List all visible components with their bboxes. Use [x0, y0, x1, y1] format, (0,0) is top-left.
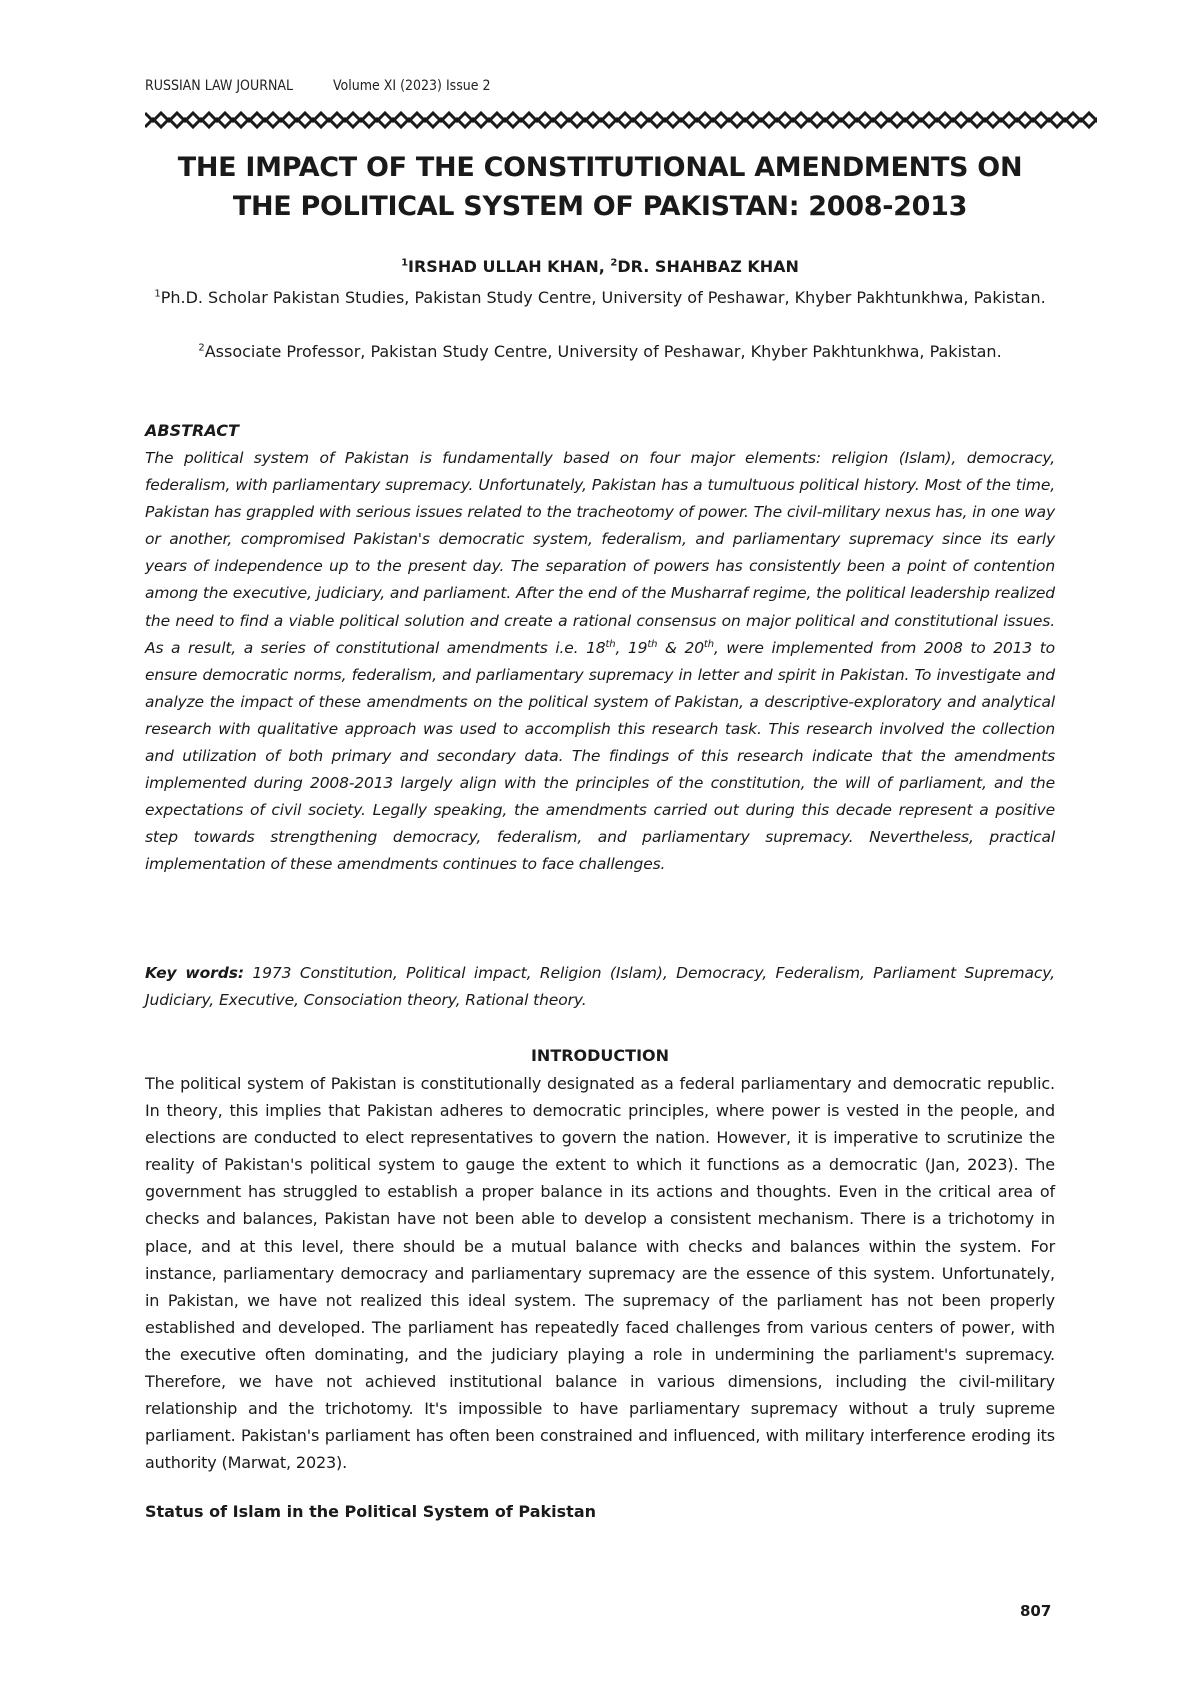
- author-1-mark: 1: [401, 257, 409, 269]
- abstract-heading: ABSTRACT: [145, 421, 239, 440]
- affiliation-2: [145, 338, 1055, 365]
- title-line-1: THE IMPACT OF THE CONSTITUTIONAL AMENDMENTS ON: [177, 152, 1023, 183]
- author-2-mark: 2: [610, 257, 618, 269]
- introduction-heading: INTRODUCTION: [530, 1046, 670, 1065]
- affiliation-1: [145, 284, 1055, 311]
- abstract-text-4: , were implemented from 2008 to 2013 to ensure democratic norms, federalism, and parliamentary supremacy in letter and spirit in Pakistan. To investigate and analyze the impact of these amendments on the political system of Pakistan, a descriptive-exploratory and analytical research with qualitative approach was used to accomplish this research task. This research involved the collection and utilization of both primary and secondary data. The findings of this research indicate that the amendments implemented during 2008-2013 largely align with the principles of the constitution, the will of parliament, and the expectations of civil society. Legally speaking, the amendments carried out during this decade represent a positive step towards strengthening democracy, federalism, and parliamentary supremacy. Nevertheless, practical implementation of these amendments continues to face challenges.: [145, 638, 1055, 874]
- author-2-name: DR. SHAHBAZ KHAN: [617, 257, 799, 276]
- affiliation-2-text: Associate Professor, Pakistan Study Centre, University of Peshawar, Khyber Pakhtunkhwa, Pakistan.: [204, 342, 1002, 361]
- introduction-body: The political system of Pakistan is constitutionally designated as a federal parliamentary and democratic republic. In theory, this implies that Pakistan adheres to democratic principles, where power is vested in the people, and elections are conducted to elect representatives to govern the nation. However, it is imperative to scrutinize the reality of Pakistan's political system to gauge the extent to which it functions as a democratic (Jan, 2023). The government has struggled to establish a proper balance in its actions and thoughts. Even in the critical area of checks and balances, Pakistan have not been able to develop a consistent mechanism. There is a trichotomy in place, and at this level, there should be a mutual balance with checks and balances within the system. For instance, parliamentary democracy and parliamentary supremacy are the essence of this system. Unfortunately, in Pakistan, we have not realized this ideal system. The supremacy of the parliament has not been properly established and developed. The parliament has repeatedly faced challenges from various centers of power, with the executive often dominating, and the judiciary playing a role in undermining the parliament's supremacy. Therefore, we have not achieved institutional balance in various dimensions, including the civil-military relationship and the trichotomy. It's impossible to have parliamentary supremacy without a truly supreme parliament. Pakistan's parliament has often been constrained and influenced, with military interference eroding its authority (Marwat, 2023).: [145, 1074, 1055, 1473]
- abstract-sup-3: th: [703, 638, 714, 650]
- journal-name: RUSSIAN LAW JOURNAL: [145, 78, 293, 94]
- abstract-sup-2: th: [647, 638, 658, 650]
- abstract-text-2: , 19: [615, 638, 648, 657]
- keywords-text: 1973 Constitution, Political impact, Religion (Islam), Democracy, Federalism, Parliament Supremacy, Judiciary, Executive, Consociation theory, Rational theory.: [145, 964, 1055, 1009]
- abstract-text-3: & 20: [657, 638, 704, 657]
- title-line-2: THE POLITICAL SYSTEM OF PAKISTAN: 2008-2013: [232, 191, 968, 222]
- keywords: [145, 960, 1055, 1014]
- keywords-label: Key words:: [145, 964, 244, 982]
- running-header: [145, 78, 491, 94]
- page-number: 807: [1020, 1602, 1052, 1620]
- paper-title: [145, 148, 1055, 226]
- abstract-sup-1: th: [605, 638, 616, 650]
- affiliation-1-text: Ph.D. Scholar Pakistan Studies, Pakistan Study Centre, University of Peshawar, Khyber Pakhtunkhwa, Pakistan.: [160, 288, 1046, 307]
- abstract-body: [145, 445, 1055, 879]
- author-line: $^1$IRSHAD ULLAH KHAN, $^2$DR. SHAHBAZ KHAN: [401, 257, 799, 276]
- volume-issue: Volume XI (2023) Issue 2: [333, 78, 491, 94]
- author-1-name: IRSHAD ULLAH KHAN: [408, 257, 599, 276]
- zigzag-border-icon: [145, 107, 1097, 133]
- section-subheading: Status of Islam in the Political System of Pakistan: [145, 1502, 597, 1521]
- affiliation-2-mark: 2: [198, 342, 205, 354]
- abstract-text-1: The political system of Pakistan is fundamentally based on four major elements: religion (Islam), democracy, federalism, with parliamentary supremacy. Unfortunately, Pakistan has a tumultuous political history. Most of the time, Pakistan has grappled with serious issues related to the tracheotomy of power. The civil-military nexus has, in one way or another, compromised Pakistan's democratic system, federalism, and parliamentary supremacy since its early years of independence up to the present day. The separation of powers has consistently been a point of contention among the executive, judiciary, and parliament. After the end of the Musharraf regime, the political leadership realized the need to find a viable political solution and create a rational consensus on major political and constitutional issues. As a result, a series of constitutional amendments i.e. 18: [145, 449, 1055, 657]
- affiliation-1-mark: 1: [154, 288, 161, 300]
